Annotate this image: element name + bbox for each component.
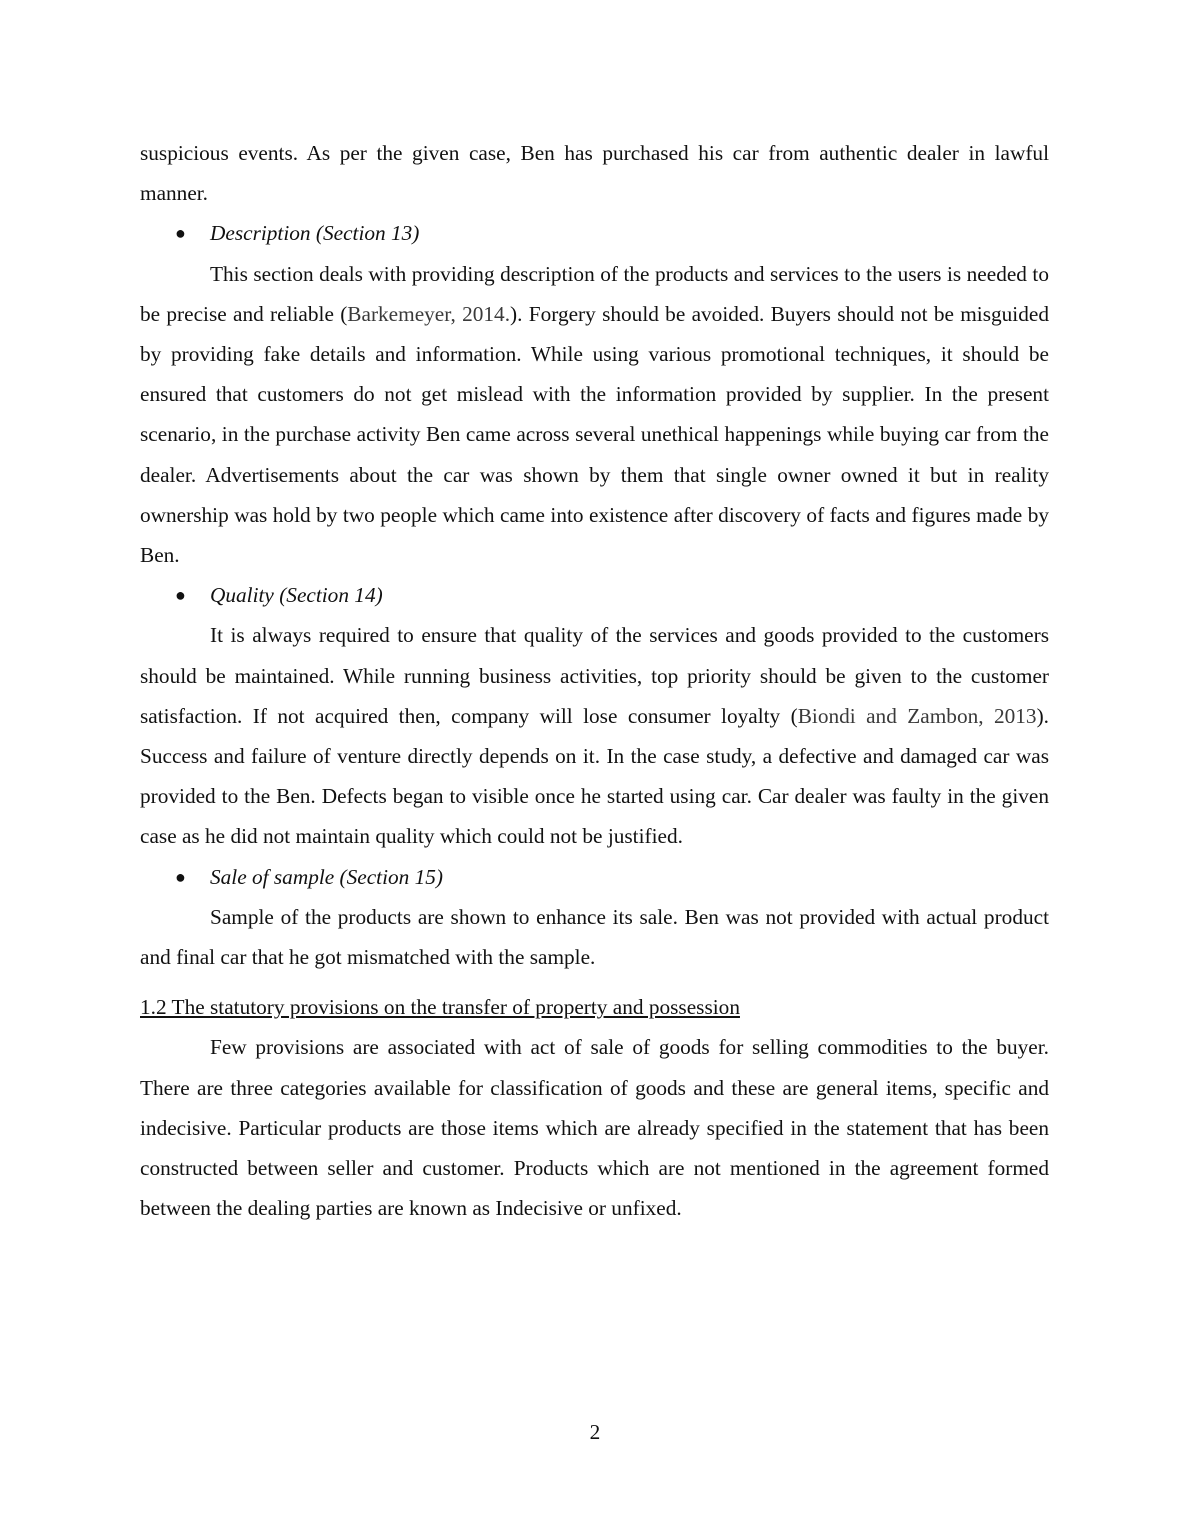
description-paragraph — [140, 254, 1049, 576]
document-page — [140, 133, 1049, 1228]
bullet-dot-icon: ● — [175, 585, 186, 606]
section-title: Sale of sample (Section 15) — [210, 864, 444, 889]
section-heading-description — [140, 213, 1049, 253]
intro-paragraph: suspicious events. As per the given case, Ben has purchased his car from authentic dealer in lawful manner. — [140, 141, 1049, 206]
bullet-dot-icon: ● — [175, 223, 186, 244]
subsection-heading: 1.2 The statutory provisions on the transfer of property and possession — [140, 995, 740, 1020]
bullet-dot-icon: ● — [175, 866, 186, 887]
paragraph-text: It is always required to ensure that quality of the services and goods provided to the customers should be maintained. While running business activities, top priority should be given to the customer satisfaction. If not acquired then, company will lose consumer loyalty ( — [140, 623, 1049, 728]
section-title: Quality (Section 14) — [210, 583, 383, 608]
page-number: 2 — [589, 1420, 601, 1444]
section-title: Description (Section 13) — [210, 221, 420, 246]
paragraph-text: ). Success and failure of venture directly depends on it. In the case study, a defective and damaged car was provided to the Ben. Defects began to visible once he started using car. Car dealer was faulty in the given case as he did not maintain quality which could not be justified. — [140, 703, 1049, 849]
sale-of-sample-paragraph: Sample of the products are shown to enhance its sale. Ben was not provided with actual product and final car that he got mismatched with the sample. — [140, 904, 1049, 970]
citation: Barkemeyer, 2014. — [347, 301, 511, 326]
closing-paragraph: Few provisions are associated with act of sale of goods for selling commodities to the buyer. There are three categories available for classification of goods and these are general items, specific and indecisive. Particular products are those items which are already specified in the statement that has been constructed between seller and customer. Products which are not mentioned in the agreement formed between the dealing parties are known as Indecisive or unfixed. — [140, 1035, 1049, 1221]
section-heading-quality — [140, 575, 1049, 615]
quality-paragraph — [140, 615, 1049, 856]
paragraph-text: This section deals with providing description of the products and services to the users is needed to be precise and reliable ( — [140, 261, 1049, 326]
section-heading-sale-of-sample — [140, 857, 1049, 897]
paragraph-text: ). Forgery should be avoided. Buyers should not be misguided by providing fake details and information. While using various promotional techniques, it should be ensured that customers do not get mislead with the information provided by supplier. In the present scenario, in the purchase activity Ben came across several unethical happenings while buying car from the dealer. Advertisements about the car was shown by them that single owner owned it but in reality ownership was hold by two people which came into existence after discovery of facts and figures made by Ben. — [140, 301, 1049, 568]
citation: Biondi and Zambon, 2013 — [797, 703, 1037, 728]
